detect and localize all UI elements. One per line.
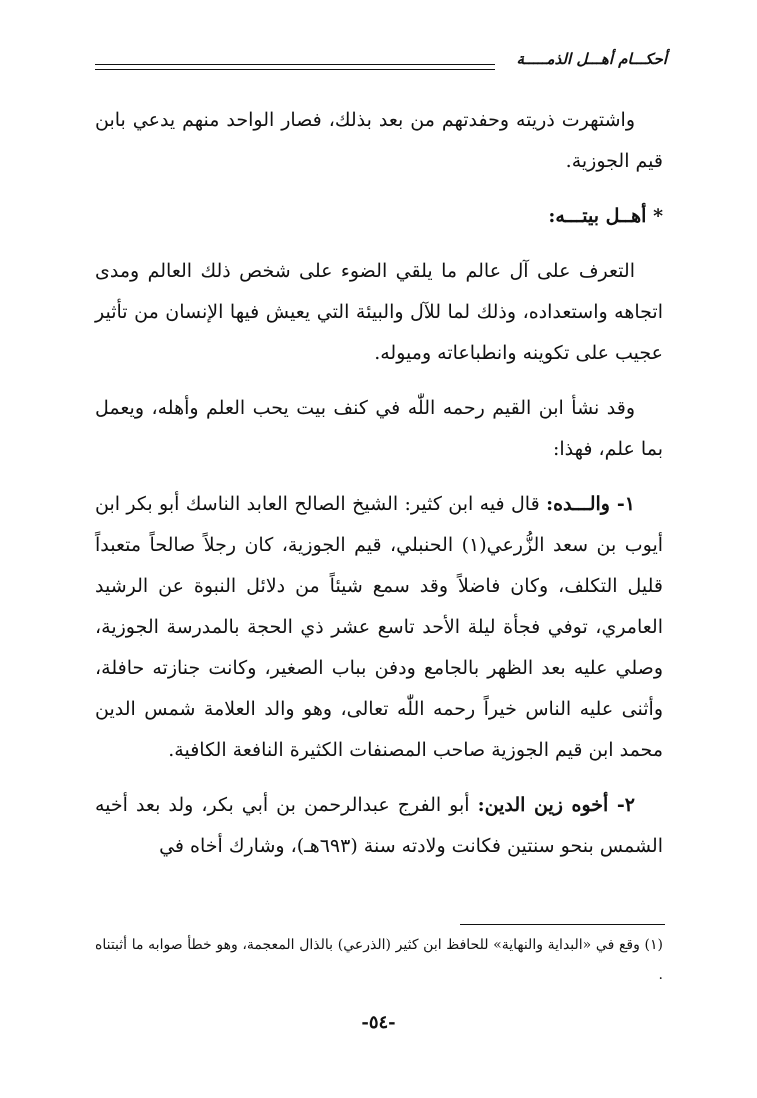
paragraph-2: التعرف على آل عالم ما يلقي الضوء على شخص ذلك العالم ومدى اتجاهه واستعداده، وذلك لما للآل والبيئة التي يعيش فيها الإنسان من تأثير عجيب على تكوينه وانطباعاته وميوله.: [95, 260, 663, 364]
page-number: -٥٤-: [361, 1012, 396, 1033]
header-rule-top: [95, 64, 495, 65]
main-text: [95, 100, 663, 881]
father-text: قال فيه ابن كثير: الشيخ الصالح العابد الناسك أبو بكر ابن أيوب بن سعد الزُّرعي(١) الحنبلي، قيم الجوزية، كان رجلاً صالحاً متعبداً قليل التكلف، وكان فاضلاً وقد سمع شيئاً من دلائل النبوة عن الرشيد العامري، توفي فجأة ليلة الأحد تاسع عشر ذي الحجة بالمدرسة الجوزية، وصلي عليه بعد الظهر بالجامع ودفن بباب الصغير، وكانت جنازته حافلة، وأثنى عليه الناس خيراً رحمه اللّٰه تعالى، وهو والد العلامة شمس الدين محمد ابن قيم الجوزية صاحب المصنفات الكثيرة النافعة الكافية.: [95, 493, 664, 761]
running-title: أحكـــام أهـــل الذمـــــة: [516, 50, 667, 68]
paragraph-4: [95, 484, 663, 771]
section-title: * أهــل بيتـــه:: [548, 205, 663, 227]
paragraph-1: واشتهرت ذريته وحفدتهم من بعد بذلك، فصار الواحد منهم يدعي بابن قيم الجوزية.: [95, 109, 663, 172]
brother-text: أبو الفرج عبدالرحمن بن أبي بكر، ولد بعد أخيه الشمس بنحو سنتين فكانت ولادته سنة (٦٩٣هـ)، وشارك أخاه في: [95, 794, 663, 857]
paragraph-3: وقد نشأ ابن القيم رحمه اللّٰه في كنف بيت يحب العلم وأهله، ويعمل بما علم، فهذا:: [95, 397, 663, 460]
header-rule-bottom: [95, 69, 495, 70]
footnote: (١) وقع في «البداية والنهاية» للحافظ ابن كثير (الذرعي) بالذال المعجمة، وهو خطأ صوابه ما أثبتناه .: [95, 937, 663, 983]
brother-label: ٢- أخوه زين الدين:: [477, 794, 635, 816]
paragraph-5: [95, 785, 663, 867]
footnote-rule: [460, 924, 665, 925]
father-label: ١- والـــده:: [546, 493, 635, 515]
